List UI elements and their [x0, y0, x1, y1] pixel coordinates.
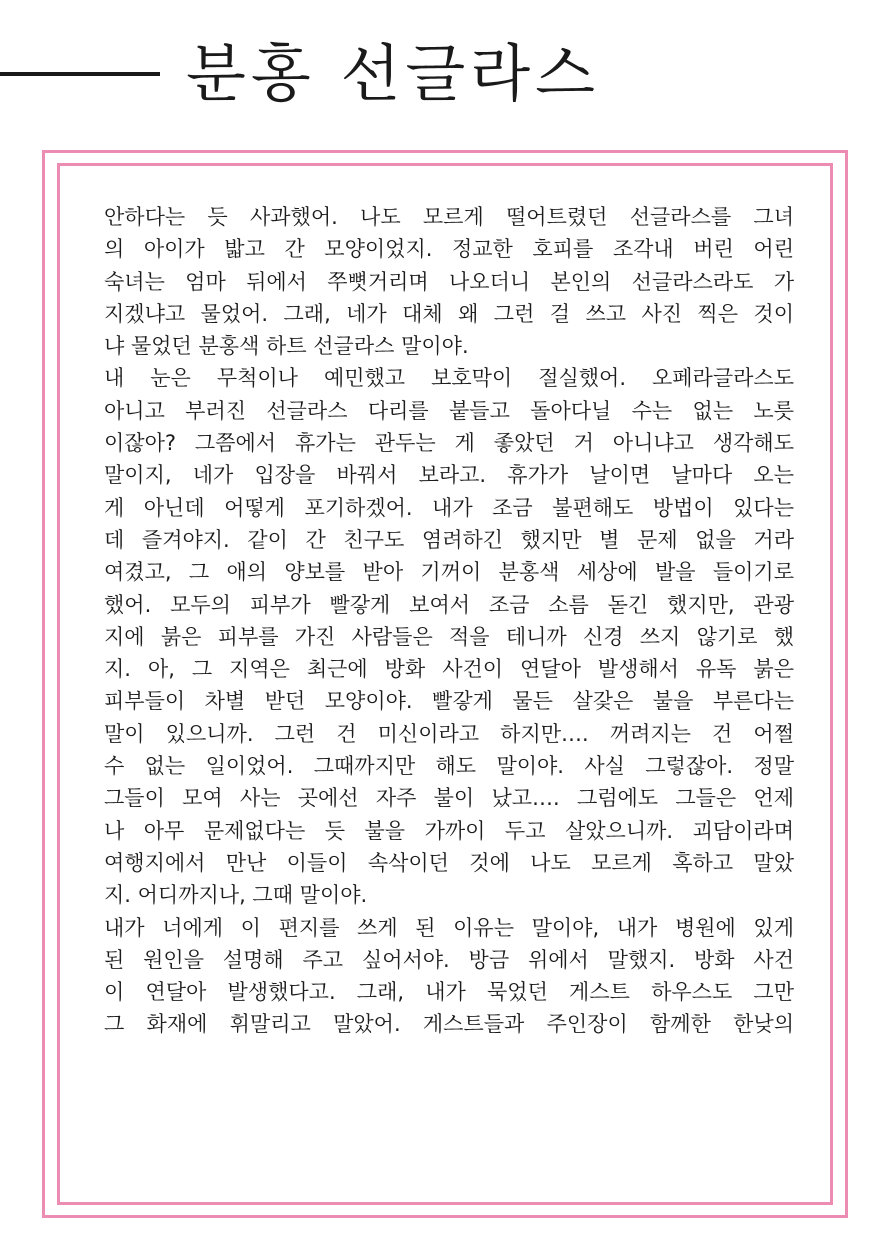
text-line: 지. 어디까지나, 그때 말이야. [104, 883, 368, 908]
text-line: 의 아이가 밟고 간 모양이었지. 정교한 호피를 조각내 버린 어린 [104, 237, 794, 262]
text-line: 이잖아? 그쯤에서 휴가는 관두는 게 좋았던 거 아니냐고 생각해도 [104, 431, 794, 456]
page-title: 분홍 선글라스 [186, 37, 601, 110]
text-line: 지겠냐고 물었어. 그래, 네가 대체 왜 그런 걸 쓰고 사진 찍은 것이 [104, 301, 794, 326]
title-rule [0, 72, 160, 76]
text-line: 내가 너에게 이 편지를 쓰게 된 이유는 말이야, 내가 병원에 있게 [104, 915, 794, 940]
text-line: 지에 붉은 피부를 가진 사람들은 적을 테니까 신경 쓰지 않기로 했 [104, 624, 794, 649]
text-line: 데 즐겨야지. 같이 간 친구도 염려하긴 했지만 별 문제 없을 거라 [104, 527, 794, 552]
text-line: 말이지, 네가 입장을 바꿔서 보라고. 휴가가 날이면 날마다 오는 [104, 463, 794, 488]
story-text [104, 201, 794, 1041]
text-line: 냐 물었던 분홍색 하트 선글라스 말이야. [104, 334, 469, 359]
text-line: 아니고 부러진 선글라스 다리를 붙들고 돌아다닐 수는 없는 노릇 [104, 398, 794, 423]
text-line: 그 화재에 휘말리고 말았어. 게스트들과 주인장이 함께한 한낮의 [104, 1012, 794, 1037]
text-line: 게 아닌데 어떻게 포기하겠어. 내가 조금 불편해도 방법이 있다는 [104, 495, 794, 520]
text-line: 된 원인을 설명해 주고 싶어서야. 방금 위에서 말했지. 방화 사건 [104, 947, 794, 972]
text-line: 했어. 모두의 피부가 빨갛게 보여서 조금 소름 돋긴 했지만, 관광 [104, 592, 794, 617]
text-line: 그들이 모여 사는 곳에선 자주 불이 났고…. 그럼에도 그들은 언제 [104, 786, 794, 811]
text-line: 여겼고, 그 애의 양보를 받아 기꺼이 분홍색 세상에 발을 들이기로 [104, 560, 794, 585]
text-line: 나 아무 문제없다는 듯 불을 가까이 두고 살았으니까. 괴담이라며 [104, 818, 794, 843]
text-line: 안하다는 듯 사과했어. 나도 모르게 떨어트렸던 선글라스를 그녀 [104, 205, 794, 229]
text-line: 수 없는 일이었어. 그때까지만 해도 말이야. 사실 그렇잖아. 정말 [104, 754, 794, 779]
text-line: 말이 있으니까. 그런 건 미신이라고 하지만…. 꺼려지는 건 어쩔 [104, 721, 794, 746]
text-line: 내 눈은 무척이나 예민했고 보호막이 절실했어. 오페라글라스도 [104, 366, 794, 391]
text-line: 피부들이 차별 받던 모양이야. 빨갛게 물든 살갗은 불을 부른다는 [104, 689, 794, 714]
text-line: 지. 아, 그 지역은 최근에 방화 사건이 연달아 발생해서 유독 붉은 [104, 657, 794, 682]
text-line: 숙녀는 엄마 뒤에서 쭈뼛거리며 나오더니 본인의 선글라스라도 가 [104, 269, 794, 294]
text-line: 여행지에서 만난 이들이 속삭이던 것에 나도 모르게 혹하고 말았 [104, 850, 794, 875]
text-line: 이 연달아 발생했다고. 그래, 내가 묵었던 게스트 하우스도 그만 [104, 980, 794, 1005]
